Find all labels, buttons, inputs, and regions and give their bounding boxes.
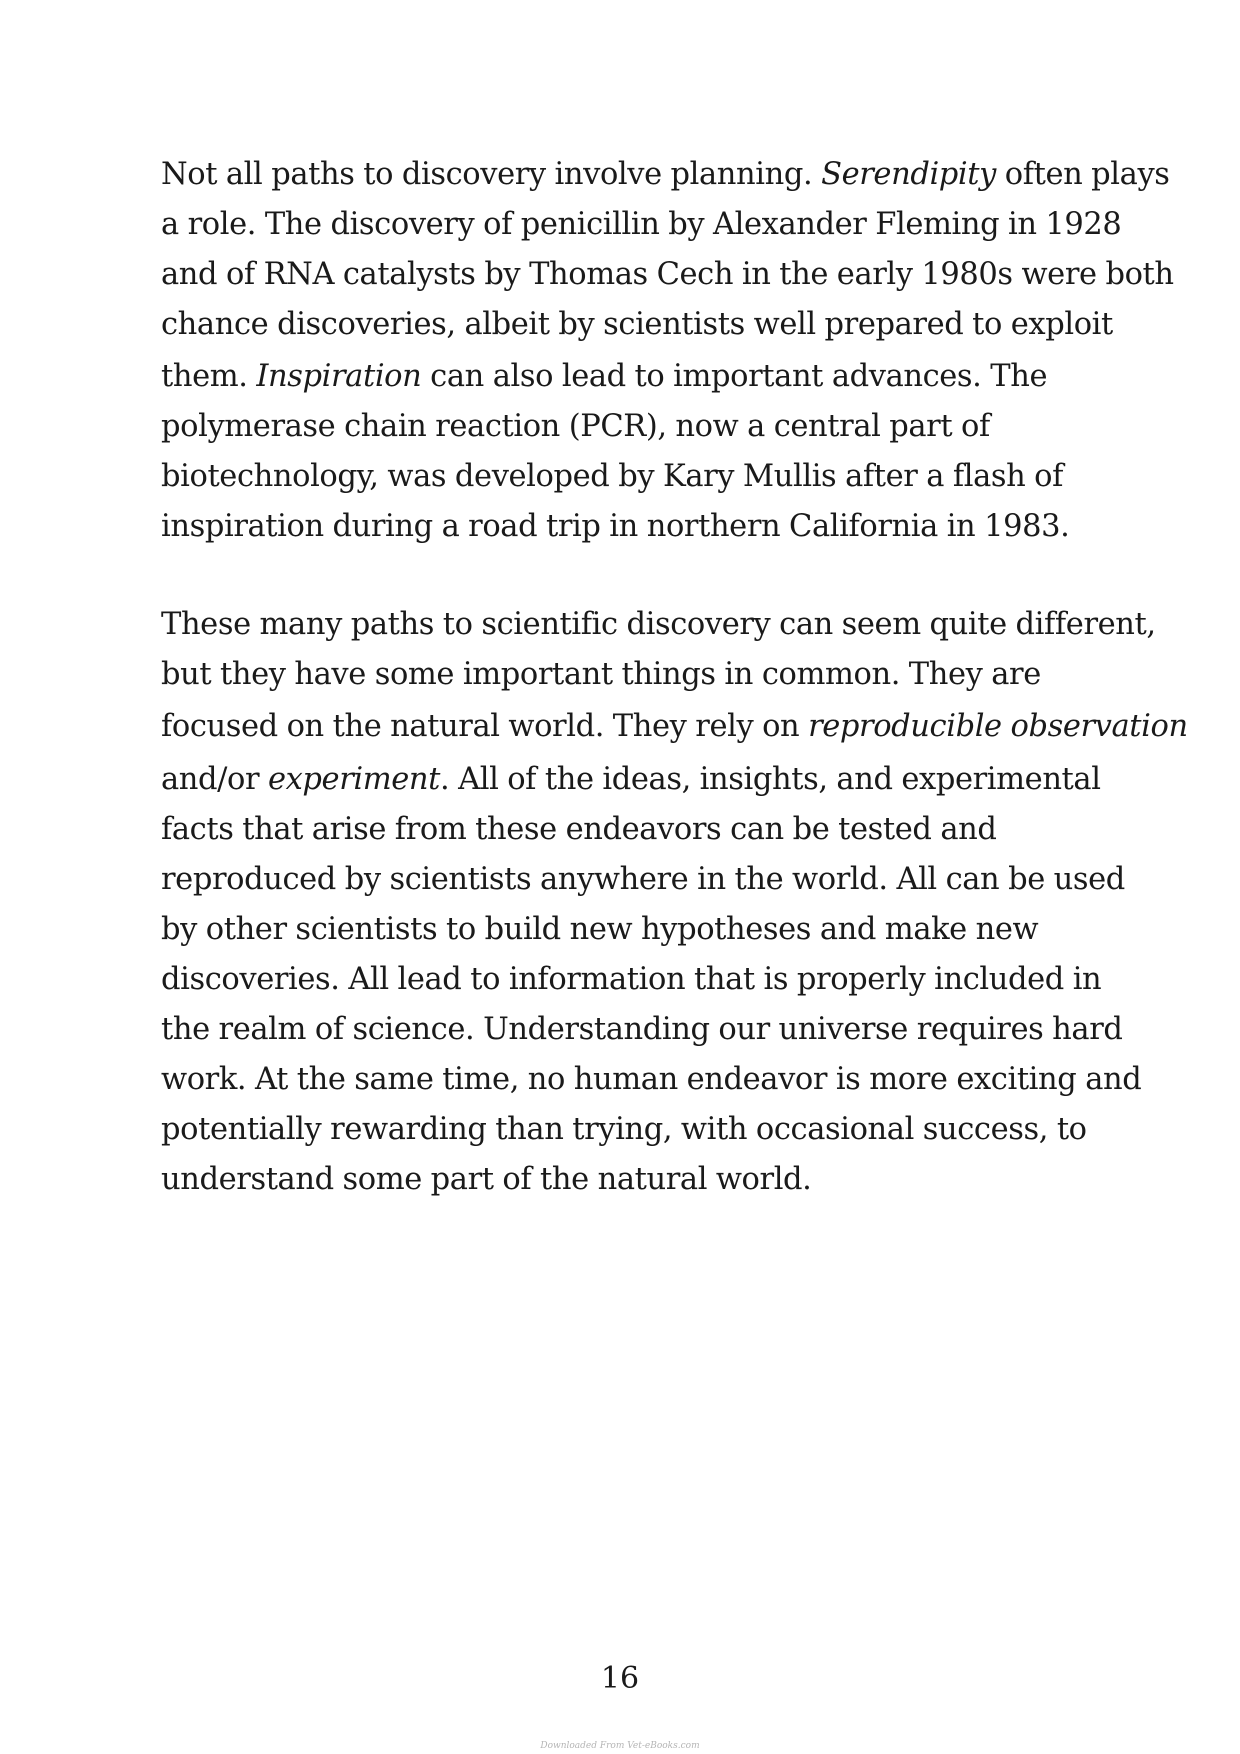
text-run: polymerase chain reaction (PCR), now a central part of <box>161 409 990 444</box>
text-run: the realm of science. Understanding our universe requires hard <box>161 1012 1123 1047</box>
text-line <box>161 912 1039 947</box>
text-run: often plays <box>995 157 1170 192</box>
text-run: biotechnology, was developed by Kary Mullis after a flash of <box>161 459 1064 494</box>
text-run: them. <box>161 359 257 394</box>
text-run: potentially rewarding than trying, with occasional success, to <box>161 1112 1087 1147</box>
text-run: . All of the ideas, insights, and experimental <box>440 762 1101 797</box>
text-run: These many paths to scientific discovery can seem quite different, <box>161 607 1156 642</box>
italic-term: experiment <box>267 762 440 797</box>
text-run: inspiration during a road trip in northern California in 1983. <box>161 509 1070 544</box>
text-line <box>161 812 997 847</box>
text-run: understand some part of the natural world. <box>161 1162 812 1197</box>
text-run: Not all paths to discovery involve planning. <box>161 157 822 192</box>
text-run: reproduced by scientists anywhere in the world. All can be used <box>161 862 1125 897</box>
text-line <box>161 1012 1123 1047</box>
text-line <box>161 359 1048 394</box>
text-run: can also lead to important advances. The <box>421 359 1048 394</box>
text-line <box>161 607 1156 642</box>
text-line <box>161 862 1125 897</box>
watermark: Downloaded From Vet-eBooks.com <box>540 1741 700 1751</box>
text-line <box>161 657 1041 692</box>
text-run: facts that arise from these endeavors can be tested and <box>161 812 997 847</box>
text-line <box>161 1062 1142 1097</box>
text-line <box>161 962 1102 997</box>
text-run: work. At the same time, no human endeavor is more exciting and <box>161 1062 1142 1097</box>
text-line <box>161 409 990 444</box>
text-run: a role. The discovery of penicillin by Alexander Fleming in 1928 <box>161 207 1122 242</box>
text-run: and/or <box>161 762 268 797</box>
italic-term: Serendipity <box>821 157 996 192</box>
page-number: 16 <box>600 1661 640 1696</box>
text-line <box>161 1112 1087 1147</box>
text-run: by other scientists to build new hypotheses and make new <box>161 912 1039 947</box>
text-run: discoveries. All lead to information that is properly included in <box>161 962 1102 997</box>
text-run: but they have some important things in common. They are <box>161 657 1041 692</box>
text-line <box>161 257 1174 292</box>
text-line <box>161 459 1064 494</box>
text-line <box>161 157 1170 192</box>
text-line <box>161 509 1070 544</box>
text-run: and of RNA catalysts by Thomas Cech in the early 1980s were both <box>161 257 1174 292</box>
text-line <box>161 762 1101 797</box>
text-run: chance discoveries, albeit by scientists well prepared to exploit <box>161 307 1113 342</box>
text-run: focused on the natural world. They rely on <box>161 709 809 744</box>
text-line <box>161 1162 812 1197</box>
text-line <box>161 709 1188 744</box>
text-line <box>161 207 1122 242</box>
text-line <box>161 307 1113 342</box>
italic-term: reproducible observation <box>808 709 1188 744</box>
italic-term: Inspiration <box>256 359 422 394</box>
